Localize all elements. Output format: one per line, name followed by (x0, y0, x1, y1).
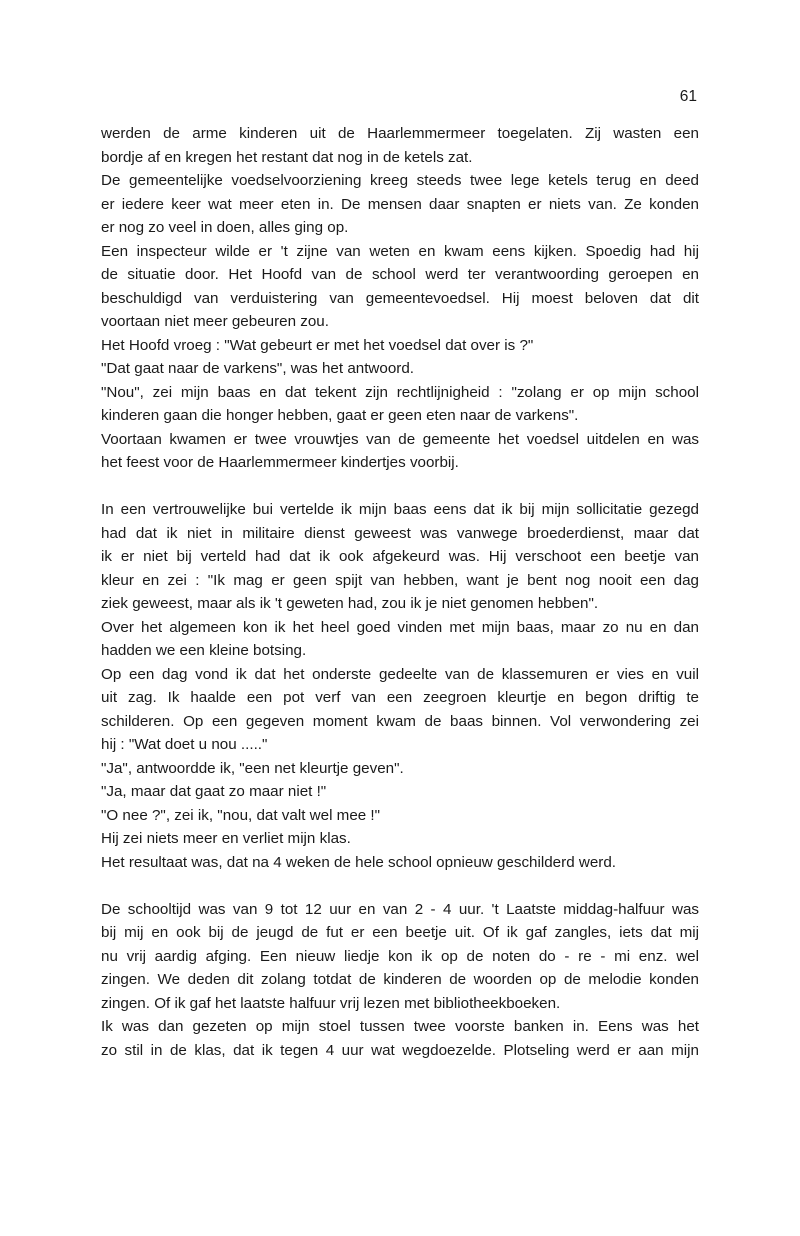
text-line: "O nee ?", zei ik, "nou, dat valt wel mee !" (101, 806, 381, 824)
text-line: zo stil in de klas, dat ik tegen 4 uur wat wegdoezelde. Plotseling werd er aan mijn (101, 1041, 699, 1059)
text-line: bij mij en ook bij de jeugd de fut er een beetje uit. Of ik gaf zangles, iets dat mij (101, 924, 699, 941)
text-line: uit zag. Ik haalde een pot verf van een zeegroen kleurtje en begon driftig te (101, 689, 699, 706)
text-line: zingen. We deden dit zolang totdat de kinderen de woorden op de melodie konden (101, 971, 699, 988)
text-line: werden de arme kinderen uit de Haarlemmermeer toegelaten. Zij wasten een (101, 125, 699, 142)
text-line: nu vrij aardig afging. Een nieuw liedje kon ik op de noten do - re - mi enz. wel (101, 947, 699, 965)
paragraph-spacer (101, 874, 699, 898)
text-line: "Nou", zei mijn baas en dat tekent zijn rechtlijnigheid : "zolang er op mijn school (101, 383, 699, 401)
text-line: had dat ik niet in militaire dienst geweest was vanwege broederdienst, maar dat (101, 524, 699, 542)
text-line: er iedere keer wat meer eten in. De mensen daar snapten er niets van. Ze konden (101, 195, 699, 213)
paragraph-spacer (101, 475, 699, 499)
text-line: beschuldigd van verduistering van gemeentevoedsel. Hij moest beloven dat dit (101, 289, 699, 307)
text-line: De schooltijd was van 9 tot 12 uur en van 2 - 4 uur. 't Laatste middag-halfuur was (101, 900, 699, 918)
text-line: In een vertrouwelijke bui vertelde ik mijn baas eens dat ik bij mijn sollicitatie gezegd (101, 501, 699, 518)
text-line: hij : "Wat doet u nou ....." (101, 736, 268, 753)
text-line: er nog zo veel in doen, alles ging op. (101, 219, 349, 236)
page-number: 61 (679, 88, 697, 105)
text-line: "Ja, maar dat gaat zo maar niet !" (101, 783, 327, 800)
text-line: Op een dag vond ik dat het onderste gedeelte van de klassemuren er vies en vuil (101, 665, 699, 683)
text-line: hadden we een kleine botsing. (101, 642, 307, 659)
text-line: ziek geweest, maar als ik 't geweten had, zou ik je niet genomen hebben". (101, 595, 599, 612)
text-line: Hij zei niets meer en verliet mijn klas. (101, 830, 351, 847)
text-line: Ik was dan gezeten op mijn stoel tussen twee voorste banken in. Eens was het (101, 1018, 699, 1035)
text-line: "Dat gaat naar de varkens", was het antwoord. (101, 360, 415, 377)
text-line: De gemeentelijke voedselvoorziening kreeg steeds twee lege ketels terug en deed (101, 172, 699, 189)
text-line: de situatie door. Het Hoofd van de school werd ter verantwoording geroepen en (101, 266, 699, 283)
text-line: kleur en zei : "Ik mag er geen spijt van hebben, want je bent nog nooit een dag (101, 571, 699, 589)
text-line: zingen. Of ik gaf het laatste halfuur vrij lezen met bibliotheekboeken. (101, 994, 561, 1012)
text-line: het feest voor de Haarlemmermeer kindertjes voorbij. (101, 454, 459, 471)
text-line: Het resultaat was, dat na 4 weken de hele school opnieuw geschilderd werd. (101, 853, 616, 871)
text-line: voortaan niet meer gebeuren zou. (101, 313, 329, 330)
text-line: "Ja", antwoordde ik, "een net kleurtje geven". (101, 759, 404, 777)
text-line: bordje af en kregen het restant dat nog in de ketels zat. (101, 148, 473, 166)
text-line: ik er niet bij verteld had dat ik ook afgekeurd was. Hij verschoot een beetje van (101, 548, 699, 565)
text-line: Over het algemeen kon ik het heel goed vinden met mijn baas, maar zo nu en dan (101, 618, 699, 636)
text-line: Voortaan kwamen er twee vrouwtjes van de gemeente het voedsel uitdelen en was (101, 430, 699, 448)
text-line: Het Hoofd vroeg : "Wat gebeurt er met het voedsel dat over is ?" (101, 336, 534, 354)
text-line: schilderen. Op een gegeven moment kwam de baas binnen. Vol verwondering zei (101, 712, 699, 730)
body-text (101, 122, 699, 1062)
text-line: kinderen gaan die honger hebben, gaat er geen eten naar de varkens". (101, 407, 579, 424)
text-line: Een inspecteur wilde er 't zijne van weten en kwam eens kijken. Spoedig had hij (101, 242, 699, 260)
